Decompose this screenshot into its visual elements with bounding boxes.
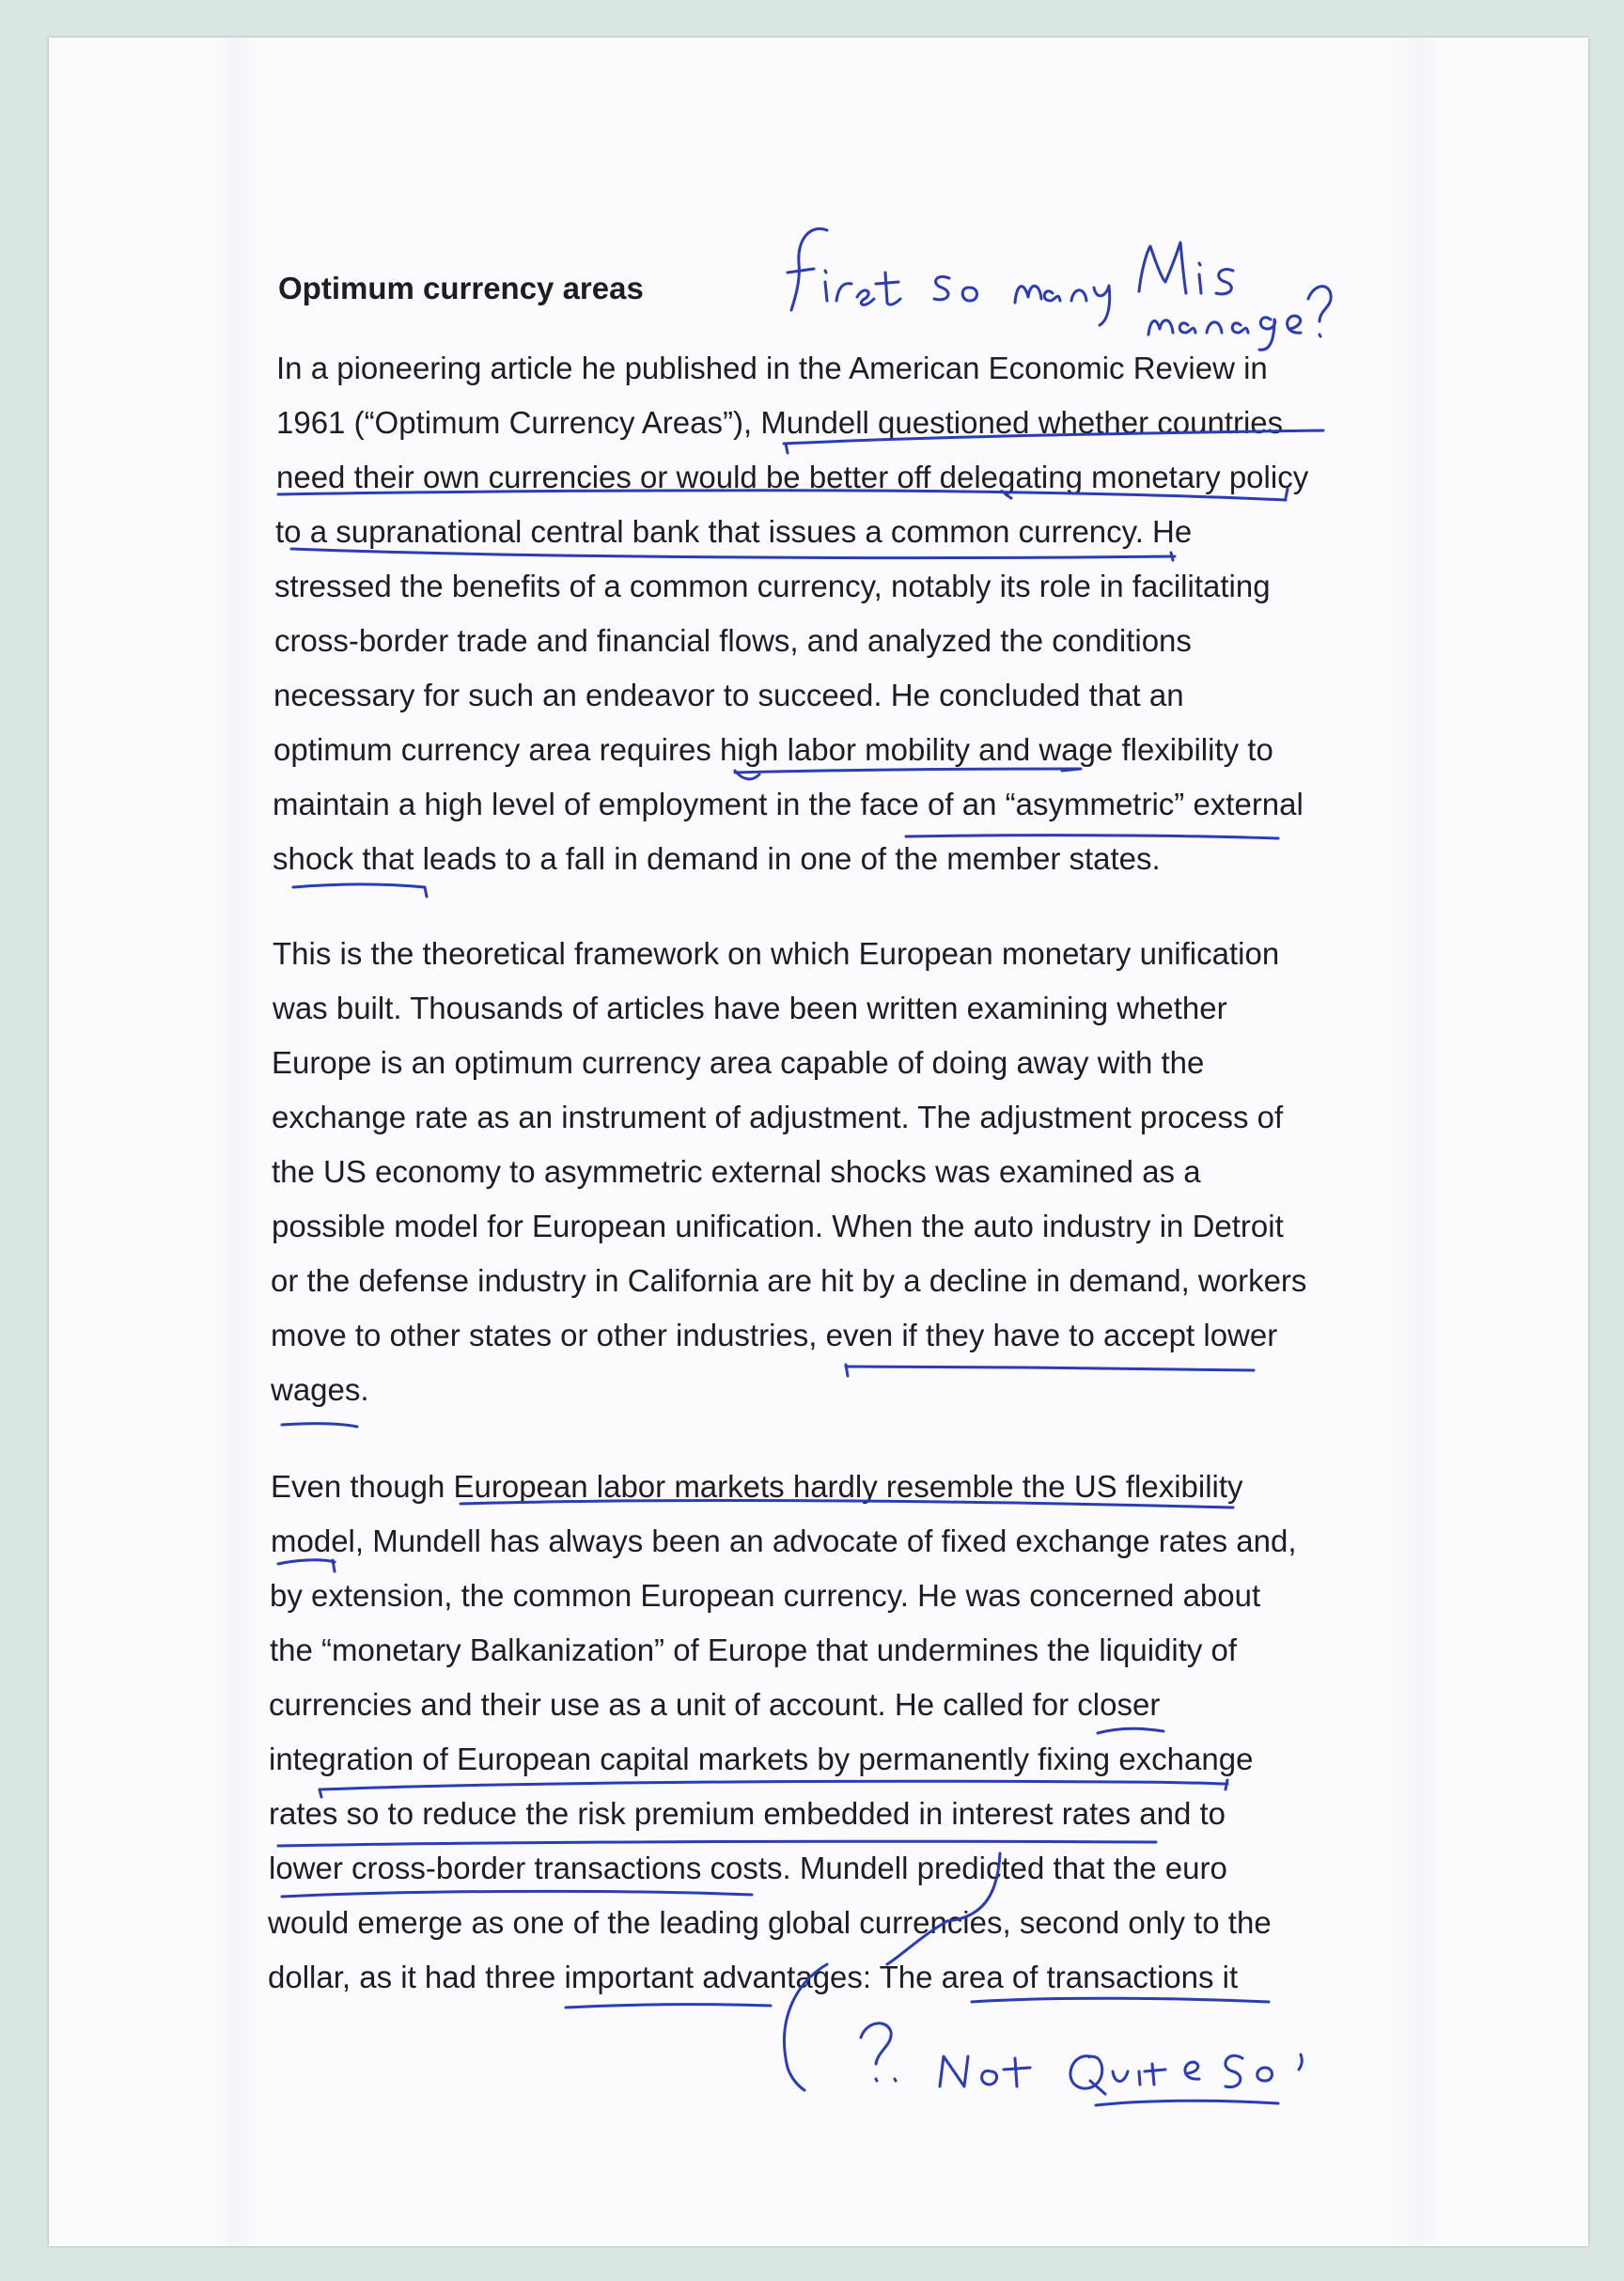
text-line: need their own currencies or would be better off delegating monetary policy (276, 460, 1309, 494)
text-line: possible model for European unification. When the auto industry in Detroit (272, 1209, 1284, 1243)
text-line: wages. (271, 1372, 369, 1407)
text-line: exchange rate as an instrument of adjustment. The adjustment process of (272, 1100, 1284, 1134)
text-line: model, Mundell has always been an advocate of fixed exchange rates and, (271, 1523, 1297, 1558)
text-line: the “monetary Balkanization” of Europe that undermines the liquidity of (270, 1633, 1238, 1667)
text-line: 1961 (“Optimum Currency Areas”), Mundell questioned whether countries (276, 405, 1284, 440)
text-line: by extension, the common European currency. He was concerned about (270, 1578, 1261, 1613)
text-line: stressed the benefits of a common currency, notably its role in facilitating (274, 569, 1271, 603)
paper-texture-band (218, 38, 256, 2246)
text-line: lower cross-border transactions costs. Mundell predicted that the euro (269, 1851, 1227, 1885)
text-line: In a pioneering article he published in the American Economic Review in (276, 351, 1268, 385)
text-line: was built. Thousands of articles have been written examining whether (273, 991, 1227, 1025)
text-line: Even though European labor markets hardly resemble the US flexibility (271, 1469, 1243, 1504)
text-line: necessary for such an endeavor to succeed. He concluded that an (273, 678, 1184, 712)
text-line: maintain a high level of employment in the face of an “asymmetric” external (273, 787, 1304, 821)
text-line: currencies and their use as a unit of account. He called for closer (269, 1687, 1161, 1722)
document-heading: Optimum currency areas (278, 271, 644, 305)
text-line: This is the theoretical framework on which European monetary unification (273, 936, 1280, 971)
text-line: the US economy to asymmetric external shocks was examined as a (272, 1154, 1201, 1189)
text-line: move to other states or other industries, even if they have to accept lower (271, 1318, 1278, 1352)
text-line: to a supranational central bank that issues a common currency. He (275, 514, 1193, 549)
text-line: would emerge as one of the leading global currencies, second only to the (268, 1905, 1272, 1940)
paper-texture-band (1393, 38, 1440, 2246)
text-line: rates so to reduce the risk premium embedded in interest rates and to (269, 1796, 1226, 1831)
text-line: cross-border trade and financial flows, and analyzed the conditions (274, 623, 1192, 658)
text-line: optimum currency area requires high labor mobility and wage flexibility to (273, 732, 1273, 767)
text-line: or the defense industry in California are hit by a decline in demand, workers (271, 1263, 1307, 1298)
text-line: Europe is an optimum currency area capable of doing away with the (272, 1045, 1205, 1080)
text-line: dollar, as it had three important advantages: The area of transactions it (268, 1960, 1239, 1994)
text-line: shock that leads to a fall in demand in one of the member states. (273, 841, 1161, 876)
text-line: integration of European capital markets by permanently fixing exchange (269, 1742, 1254, 1776)
